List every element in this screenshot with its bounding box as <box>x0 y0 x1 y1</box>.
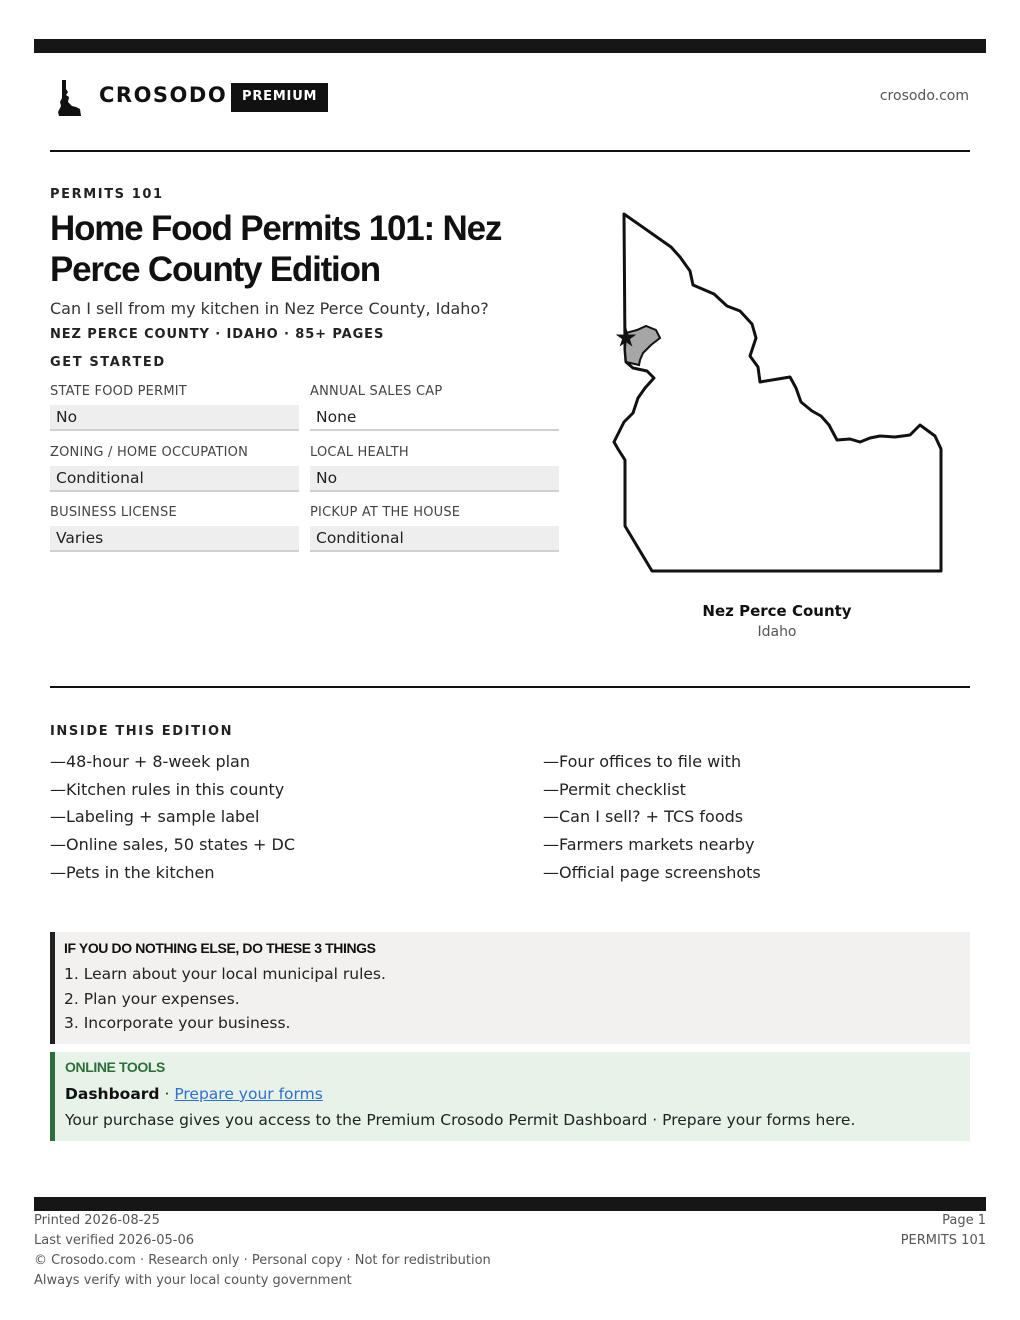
idaho-county-map <box>600 205 950 580</box>
field-value: Conditional <box>310 526 559 552</box>
map-state-label: Idaho <box>757 624 797 640</box>
contents-item: —Labeling + sample label <box>50 807 260 827</box>
field-value: No <box>50 405 299 431</box>
field-label: LOCAL HEALTH <box>310 445 409 460</box>
dashboard-label: Dashboard <box>65 1085 160 1103</box>
header-divider <box>50 150 970 152</box>
contents-item: —Online sales, 50 states + DC <box>50 835 296 855</box>
prepare-forms-link[interactable]: Prepare your forms <box>174 1085 323 1103</box>
footer-left <box>34 1211 491 1291</box>
printed-date: Printed 2026-08-25 <box>34 1213 160 1228</box>
field-value: Varies <box>50 526 299 552</box>
callout-step: 3. Incorporate your business. <box>64 1014 291 1032</box>
field-local-health <box>310 444 559 492</box>
field-value: No <box>310 466 559 492</box>
idaho-silhouette-icon <box>58 80 82 116</box>
contents-item: —Four offices to file with <box>543 752 742 771</box>
footer-right <box>901 1211 986 1251</box>
dashboard-description: Your purchase gives you access to the Premium Crosodo Permit Dashboard · Prepare your forms here. <box>65 1111 856 1129</box>
field-annual-sales-cap <box>310 383 559 431</box>
contents-list-right <box>543 748 761 886</box>
idaho-state-outline <box>614 214 941 571</box>
map-county-label: Nez Perce County <box>702 602 852 620</box>
callout-step: 1. Learn about your local municipal rules. <box>64 965 386 983</box>
online-tools-callout <box>50 1052 970 1141</box>
field-label: BUSINESS LICENSE <box>50 505 177 520</box>
three-things-callout <box>50 932 970 1044</box>
get-started-heading: GET STARTED <box>50 355 166 370</box>
field-value: Conditional <box>50 466 299 492</box>
edition-meta: NEZ PERCE COUNTY · IDAHO · 85+ PAGES <box>50 327 385 342</box>
footer-bar <box>34 1197 986 1211</box>
contents-item: —48-hour + 8-week plan <box>50 752 250 771</box>
footer-section: PERMITS 101 <box>900 1233 986 1248</box>
field-label: ZONING / HOME OCCUPATION <box>50 445 249 460</box>
contents-item: —Farmers markets nearby <box>543 835 755 855</box>
callout-steps <box>64 962 386 1036</box>
callout-heading: ONLINE TOOLS <box>65 1059 165 1075</box>
contents-item: —Can I sell? + TCS foods <box>543 807 744 827</box>
copyright-notice: © Crosodo.com · Research only · Personal copy · Not for redistribution <box>34 1253 491 1268</box>
callout-heading: IF YOU DO NOTHING ELSE, DO THESE 3 THINGS <box>64 940 376 956</box>
field-business-license <box>50 504 299 552</box>
contents-item: —Kitchen rules in this county <box>50 779 285 799</box>
field-label: STATE FOOD PERMIT <box>50 384 187 399</box>
field-zoning-home-occupation <box>50 444 299 492</box>
section-divider <box>50 686 970 688</box>
contents-item: —Pets in the kitchen <box>50 862 215 882</box>
page-subtitle: Can I sell from my kitchen in Nez Perce County, Idaho? <box>50 299 489 318</box>
section-eyebrow: PERMITS 101 <box>50 187 164 202</box>
brand-name[interactable]: CROSODO <box>99 83 228 107</box>
contents-item: —Permit checklist <box>543 779 686 799</box>
page-number: Page 1 <box>942 1213 986 1228</box>
top-bar <box>34 39 986 53</box>
separator: · <box>159 1085 175 1103</box>
contents-item: —Official page screenshots <box>543 862 761 882</box>
page-title: Home Food Permits 101: Nez Perce County Edition <box>50 209 502 289</box>
callout-step: 2. Plan your expenses. <box>64 989 240 1008</box>
field-label: PICKUP AT THE HOUSE <box>310 505 461 520</box>
premium-badge: PREMIUM <box>231 83 328 112</box>
field-label: ANNUAL SALES CAP <box>310 384 443 399</box>
field-pickup-at-house <box>310 504 559 552</box>
site-url[interactable]: crosodo.com <box>879 88 969 104</box>
verify-note: Always verify with your local county government <box>34 1273 352 1288</box>
nez-perce-county-shape <box>625 326 660 365</box>
field-state-food-permit <box>50 383 299 431</box>
contents-list-left <box>50 748 295 886</box>
dashboard-line <box>65 1085 323 1103</box>
inside-heading: INSIDE THIS EDITION <box>50 724 234 739</box>
field-value: None <box>310 405 559 431</box>
verified-date: Last verified 2026-05-06 <box>34 1233 194 1248</box>
